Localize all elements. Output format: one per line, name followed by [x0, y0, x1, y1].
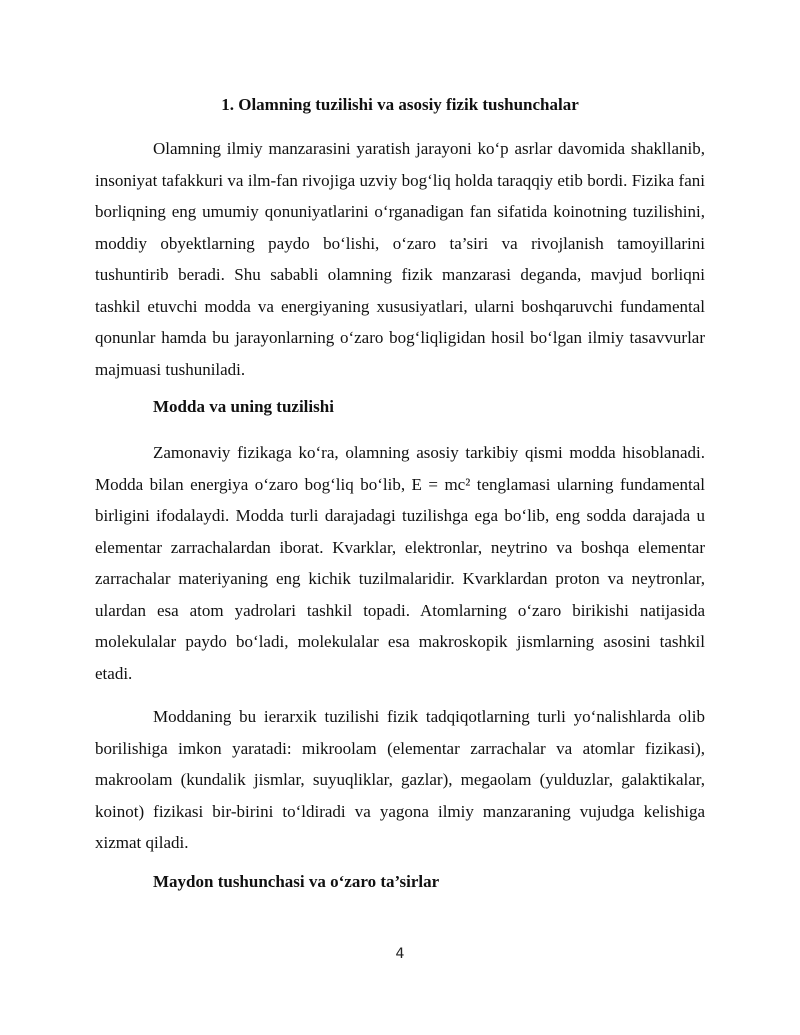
intro-paragraph: Olamning ilmiy manzarasini yaratish jarayoni ko‘p asrlar davomida shakllanib, insoniyat tafakkuri va ilm-fan rivojiga uzviy bog‘liq holda taraqqiy etib bordi. Fizika fani borliqning eng umumiy qonuniyatlarini o‘rganadigan fan sifatida koinotning tuzilishini, moddiy obyektlarning paydo bo‘lishi, o‘zaro ta’siri va rivojlanish tamoyillarini tushuntirib beradi. Shu sababli olamning fizik manzarasi deganda, mavjud borliqni tashkil etuvchi modda va energiyaning xususiyatlari, ularni boshqaruvchi fundamental qonunlar hamda bu jarayonlarning o‘zaro bog‘liqligidan hosil bo‘lgan ilmiy tasavvurlar majmuasi tushuniladi.	[95, 139, 705, 379]
matter-paragraph-2: Moddaning bu ierarxik tuzilishi fizik tadqiqotlarning turli yo‘nalishlarda olib borilishiga imkon yaratadi: mikroolam (elementar zarrachalar va atomlar fizikasi), makroolam (kundalik jismlar, suyuqliklar, gazlar), megaolam (yulduzlar, galaktikalar, koinot) fizikasi bir-birini to‘ldiradi va yagona ilmiy manzaraning vujudga kelishiga xizmat qiladi.	[95, 707, 705, 852]
section-title: 1. Olamning tuzilishi va asosiy fizik tushunchalar	[221, 95, 579, 114]
subheading-field: Maydon tushunchasi va o‘zaro ta’sirlar	[153, 871, 440, 891]
page-number: 4	[395, 946, 405, 962]
text-block	[95, 95, 705, 912]
matter-paragraph-1: Zamonaviy fizikaga ko‘ra, olamning asosiy tarkibiy qismi modda hisoblanadi. Modda bilan energiya o‘zaro bog‘liq bo‘lib, E = mc² tenglamasi ularning fundamental birligini ifodalaydi. Modda turli darajadagi tuzilishga ega bo‘lib, eng sodda darajada u elementar zarrachalardan iborat. Kvarklar, elektronlar, neytrino va boshqa elementar zarrachalar materiyaning eng kichik tuzilmalaridir. Kvarklardan proton va neytronlar, ulardan esa atom yadrolari tashkil topadi. Atomlarning o‘zaro birikishi natijasida molekulalar paydo bo‘ladi, molekulalar esa makroskopik jismlarning asosini tashkil etadi.	[95, 443, 705, 683]
subheading-matter: Modda va uning tuzilishi	[153, 397, 334, 416]
